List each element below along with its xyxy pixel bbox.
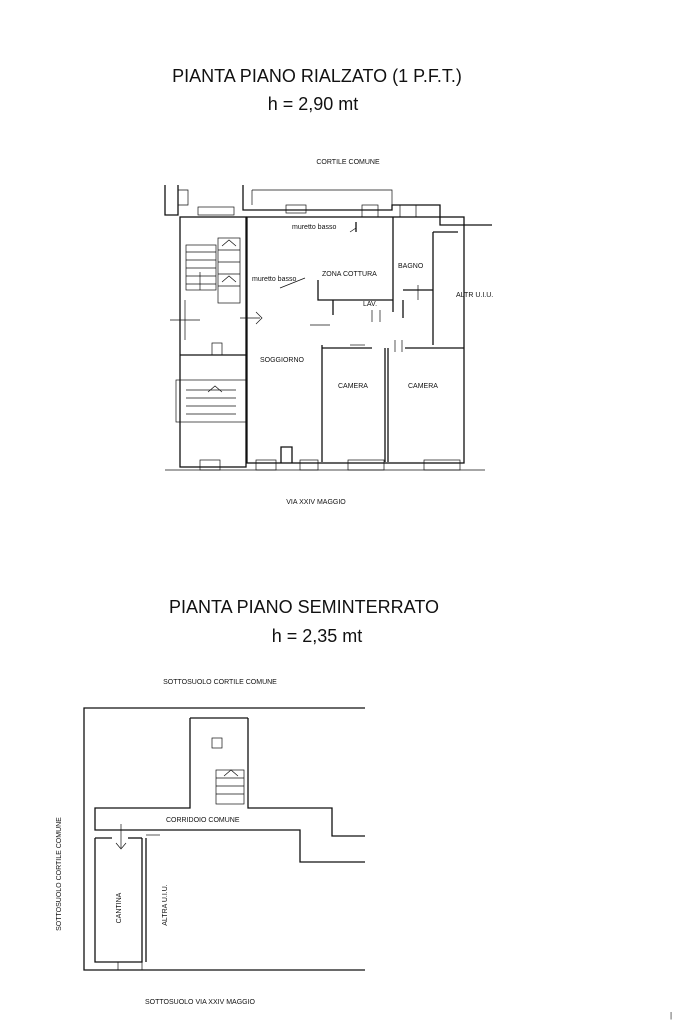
label-bedroom-2: CAMERA: [408, 383, 438, 390]
label-other-units: ALTR U.I.U.: [456, 292, 494, 299]
label-bedroom-1: CAMERA: [338, 383, 368, 390]
label-living: SOGGIORNO: [260, 357, 304, 364]
label-courtyard: CORTILE COMUNE: [316, 159, 380, 166]
label-street: VIA XXIV MAGGIO: [286, 499, 346, 506]
label-cellar: CANTINA: [116, 892, 123, 924]
basement-plan: [84, 708, 365, 970]
label-courtyard-side: SOTTOSUOLO CORTILE COMUNE: [56, 817, 63, 931]
label-corridor: CORRIDOIO COMUNE: [166, 817, 240, 824]
basement-height: h = 2,35 mt: [271, 626, 363, 646]
label-laundry: LAV.: [363, 301, 378, 308]
label-low-wall-1: muretto basso: [292, 224, 337, 231]
ground-floor-height: h = 2,90 mt: [267, 94, 359, 114]
label-low-wall-2: muretto basso: [252, 276, 297, 283]
label-bathroom: BAGNO: [398, 263, 424, 270]
ground-floor-title: PIANTA PIANO RIALZATO (1 P.F.T.): [172, 66, 462, 86]
label-kitchen: ZONA COTTURA: [322, 271, 377, 278]
label-street-sub: SOTTOSUOLO VIA XXIV MAGGIO: [145, 999, 255, 1006]
label-courtyard-sub: SOTTOSUOLO CORTILE COMUNE: [163, 679, 277, 686]
label-other-unit: ALTRA U.I.U.: [162, 884, 169, 926]
page-mark: |: [670, 1011, 673, 1020]
basement-title: PIANTA PIANO SEMINTERRATO: [168, 597, 440, 617]
